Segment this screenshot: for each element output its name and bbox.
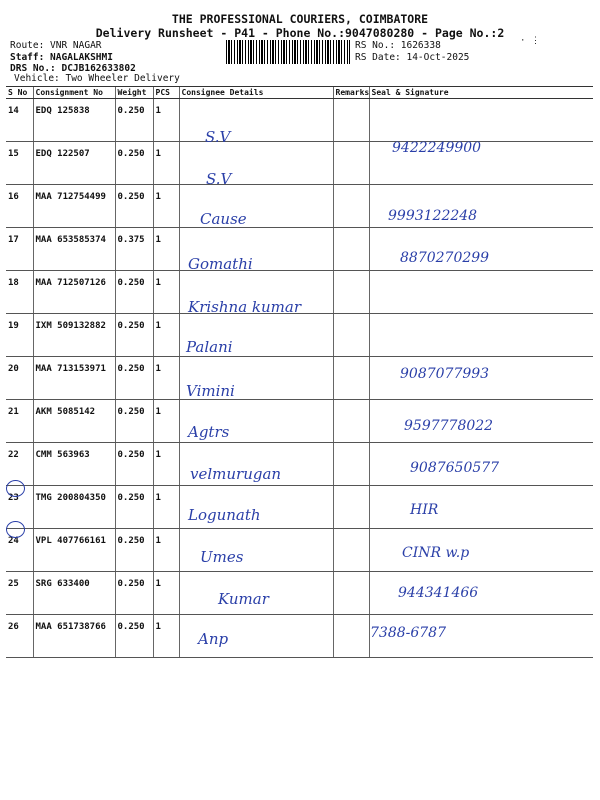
consignee-handwriting: S.V [205,128,231,146]
row-remarks [333,314,369,357]
row-consignment-no: SRG 633400 [33,572,115,615]
row-consignment-no: AKM 5085142 [33,400,115,443]
row-remarks [333,400,369,443]
consignee-handwriting: Cause [200,210,247,228]
row-remarks [333,443,369,486]
company-title: THE PROFESSIONAL COURIERS, COIMBATORE [171,12,429,26]
col-seal: Seal & Signature [369,87,593,99]
row-weight: 0.250 [115,529,153,572]
row-consignment-no: TMG 200804350 [33,486,115,529]
row-sno: 18 [6,271,33,314]
row-weight: 0.250 [115,486,153,529]
row-consignee [179,142,333,185]
row-consignment-no: VPL 407766161 [33,529,115,572]
row-seal [369,486,593,529]
rs-date-text: RS Date: 14-Oct-2025 [355,51,470,63]
row-pcs: 1 [153,572,179,615]
row-seal [369,99,593,142]
row-remarks [333,529,369,572]
row-pcs: 1 [153,142,179,185]
row-remarks [333,271,369,314]
row-seal [369,314,593,357]
table-row [6,99,593,142]
table-row [6,185,593,228]
row-consignment-no: MAA 653585374 [33,228,115,271]
signature-handwriting: 9422249900 [392,140,482,156]
row-sno: 22 [6,443,33,486]
row-pcs: 1 [153,228,179,271]
row-consignment-no: IXM 509132882 [33,314,115,357]
row-remarks [333,357,369,400]
table-row [6,443,593,486]
row-pcs: 1 [153,357,179,400]
table-row [6,357,593,400]
row-remarks [333,142,369,185]
row-sno: 14 [6,99,33,142]
row-consignment-no: CMM 563963 [33,443,115,486]
row-sno: 24 [6,529,33,572]
consignee-handwriting: Umes [200,548,244,566]
signature-handwriting: 9087650577 [410,460,500,476]
consignee-handwriting: Palani [186,338,233,356]
row-sno: 20 [6,357,33,400]
consignee-handwriting: Krishna kumar [188,298,301,316]
row-consignment-no: EDQ 122507 [33,142,115,185]
table-row [6,615,593,658]
row-weight: 0.250 [115,357,153,400]
table-row [6,529,593,572]
signature-handwriting: 9993122248 [388,208,478,224]
vehicle-text: Vehicle: Two Wheeler Delivery [14,73,180,84]
signature-handwriting: 8870270299 [400,250,490,266]
row-sno: 15 [6,142,33,185]
signature-handwriting: CINR w.p [402,545,470,561]
row-remarks [333,228,369,271]
row-sno: 19 [6,314,33,357]
table-row [6,142,593,185]
row-weight: 0.250 [115,572,153,615]
consignee-handwriting: Logunath [188,506,261,524]
row-weight: 0.250 [115,400,153,443]
row-sno: 17 [6,228,33,271]
row-weight: 0.250 [115,185,153,228]
row-pcs: 1 [153,486,179,529]
row-seal [369,271,593,314]
rs-no-text: RS No.: 1626338 [355,40,441,51]
drs-text: DRS No.: DCJB162633802 [10,63,136,74]
col-weight: Weight [115,87,153,99]
consignee-handwriting: Gomathi [188,255,253,273]
row-remarks [333,615,369,658]
row-weight: 0.250 [115,99,153,142]
staff-text: Staff: NAGALAKSHMI [10,51,113,63]
table-row [6,572,593,615]
table-row [6,486,593,529]
row-weight: 0.250 [115,615,153,658]
row-weight: 0.250 [115,271,153,314]
col-sno: S No [6,87,33,99]
row-consignment-no: MAA 713153971 [33,357,115,400]
row-remarks [333,486,369,529]
row-pcs: 1 [153,314,179,357]
consignee-handwriting: Vimini [186,382,235,400]
row-pcs: 1 [153,185,179,228]
row-consignee [179,99,333,142]
barcode [226,40,350,64]
row-pcs: 1 [153,400,179,443]
col-consignment: Consignment No [33,87,115,99]
consignee-handwriting: Kumar [218,590,269,608]
route-text: Route: VNR NAGAR [10,40,102,51]
row-pcs: 1 [153,271,179,314]
row-sno: 23 [6,486,33,529]
table-header [6,87,593,99]
signature-handwriting: HIR [410,502,439,518]
signature-handwriting: 7388-6787 [370,625,446,641]
meta-right [355,40,469,63]
row-weight: 0.375 [115,228,153,271]
row-pcs: 1 [153,99,179,142]
signature-handwriting: 944341466 [398,585,479,601]
row-sno: 21 [6,400,33,443]
table-row [6,400,593,443]
row-pcs: 1 [153,615,179,658]
col-pcs: PCS [153,87,179,99]
circle-mark [6,521,25,538]
col-remarks: Remarks [333,87,369,99]
row-consignment-no: MAA 712507126 [33,271,115,314]
consignee-handwriting: Agtrs [188,423,230,441]
meta-left [10,40,136,75]
row-remarks [333,185,369,228]
row-consignment-no: MAA 651738766 [33,615,115,658]
table-row [6,314,593,357]
consignee-handwriting: Anp [198,630,229,648]
runsheet-table [6,86,593,658]
consignee-handwriting: S.V [206,170,232,188]
table-row [6,228,593,271]
row-weight: 0.250 [115,314,153,357]
row-weight: 0.250 [115,142,153,185]
signature-handwriting: 9597778022 [404,418,494,434]
consignee-handwriting: velmurugan [190,465,282,483]
row-sno: 25 [6,572,33,615]
circle-mark [6,480,25,497]
row-sno: 16 [6,185,33,228]
row-weight: 0.250 [115,443,153,486]
row-remarks [333,572,369,615]
row-sno: 26 [6,615,33,658]
row-pcs: 1 [153,443,179,486]
col-consignee: Consignee Details [179,87,333,99]
row-remarks [333,99,369,142]
row-pcs: 1 [153,529,179,572]
runsheet-title: Delivery Runsheet - P41 - Phone No.:9047080280 - Page No.:2 [95,26,505,40]
signature-handwriting: 9087077993 [400,366,490,382]
row-consignment-no: EDQ 125838 [33,99,115,142]
row-consignment-no: MAA 712754499 [33,185,115,228]
corner-marks: ⋅ ⋮ [520,36,540,46]
